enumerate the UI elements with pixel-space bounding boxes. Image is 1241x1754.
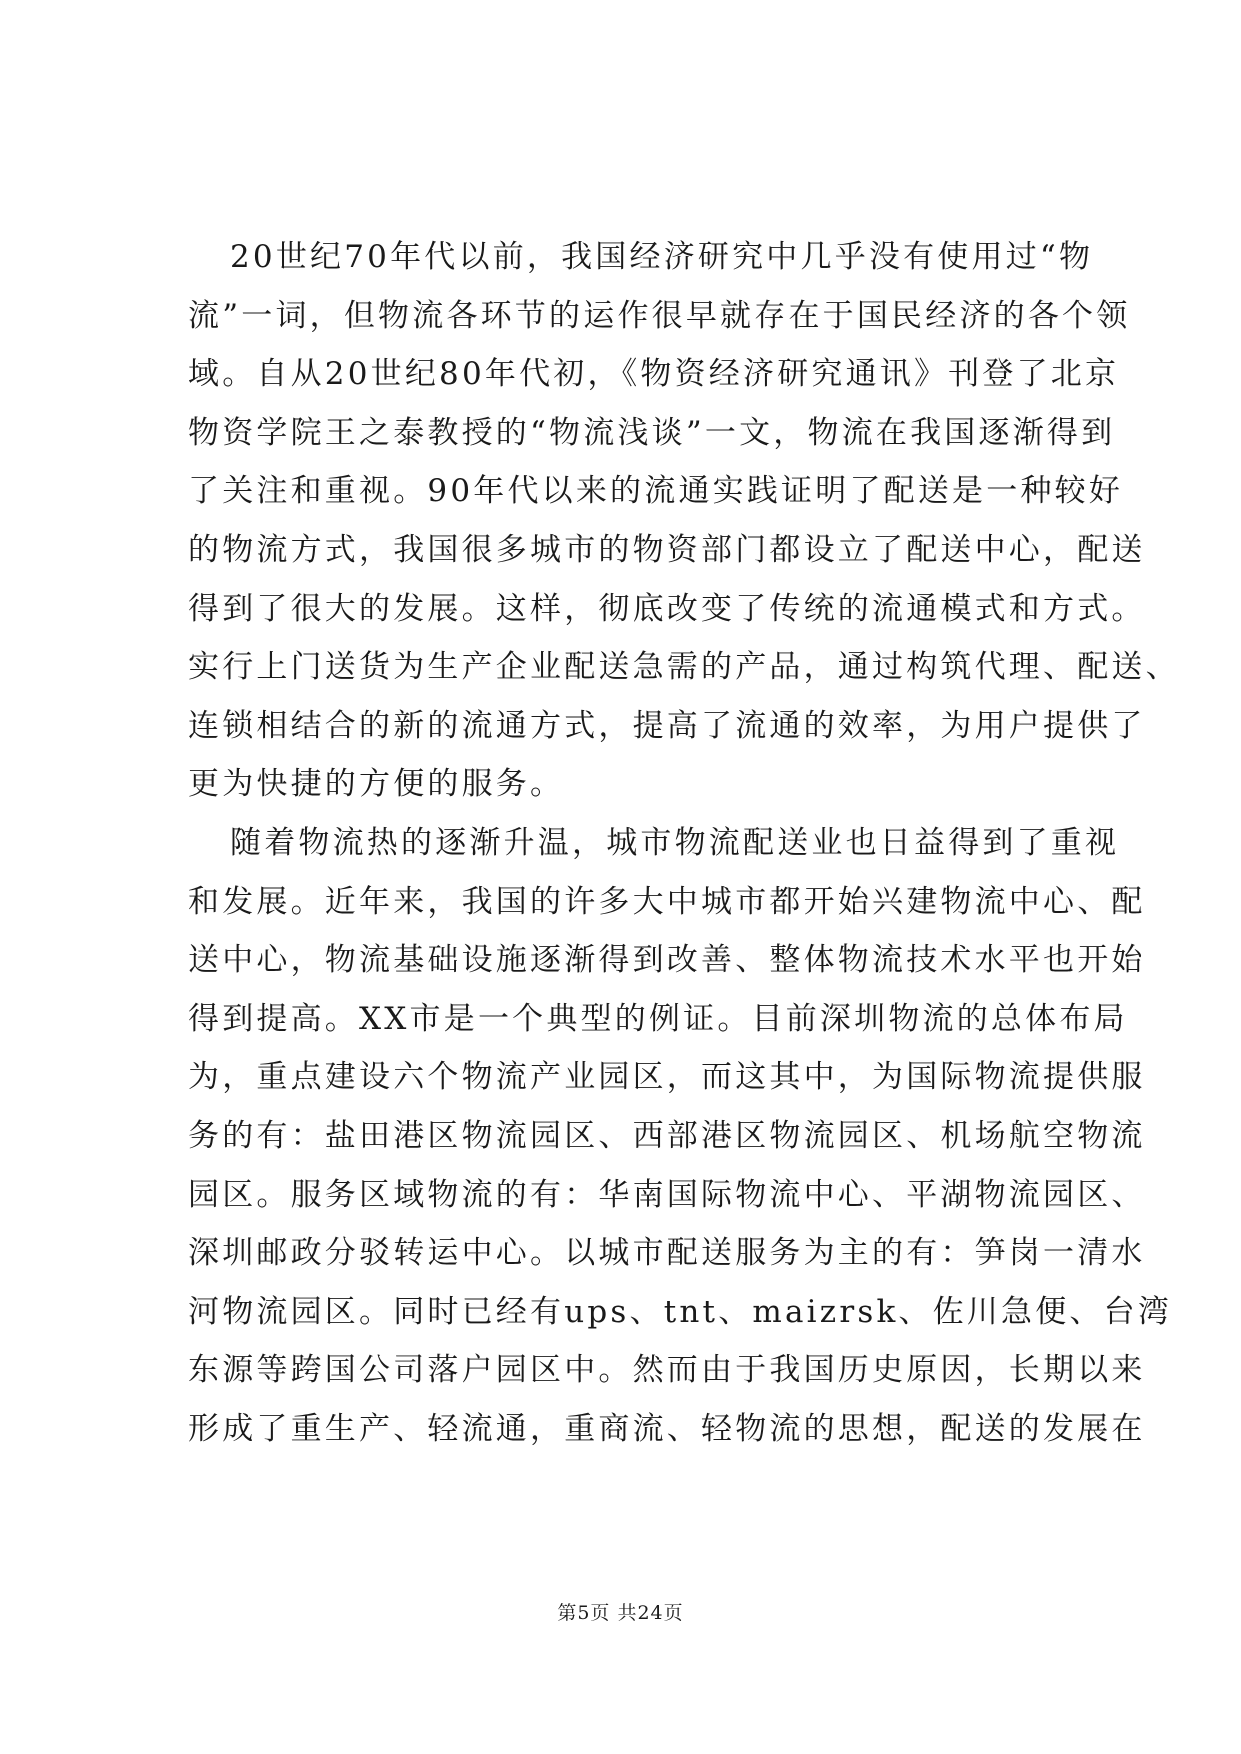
text-line: 和发展。近年来，我国的许多大中城市都开始兴建物流中心、配 [188, 883, 1146, 920]
text-line: 物资学院王之泰教授的“物流浅谈”一文，物流在我国逐渐得到 [188, 414, 1116, 451]
text-line: 得到提高。XX市是一个典型的例证。目前深圳物流的总体布局 [188, 1000, 1128, 1037]
text-line: 务的有：盐田港区物流园区、西部港区物流园区、机场航空物流 [188, 1117, 1146, 1154]
text-line: 连锁相结合的新的流通方式，提高了流通的效率，为用户提供了 [188, 707, 1146, 744]
text-line: 更为快捷的方便的服务。 [188, 766, 565, 803]
text-line: 20世纪70年代以前，我国经济研究中几乎没有使用过“物 [230, 239, 1094, 275]
text-line: 为，重点建设六个物流产业园区，而这其中，为国际物流提供服 [188, 1059, 1146, 1096]
text-line: 随着物流热的逐渐升温，城市物流配送业也日益得到了重视 [230, 824, 1120, 861]
page-number-footer: 第5页 共24页 [557, 1602, 684, 1624]
document-body [188, 228, 1180, 1458]
text-line: 实行上门送货为生产企业配送急需的产品，通过构筑代理、配送、 [188, 649, 1180, 686]
text-line: 河物流园区。同时已经有ups、tnt、maizrsk、佐川急便、台湾 [188, 1293, 1173, 1330]
text-line: 深圳邮政分驳转运中心。以城市配送服务为主的有：笋岗一清水 [188, 1235, 1146, 1272]
paragraph-2 [188, 814, 1173, 1459]
text-line: 得到了很大的发展。这样，彻底改变了传统的流通模式和方式。 [188, 590, 1146, 627]
text-line: 了关注和重视。90年代以来的流通实践证明了配送是一种较好 [188, 473, 1124, 510]
text-line: 形成了重生产、轻流通，重商流、轻物流的思想，配送的发展在 [188, 1410, 1146, 1447]
paragraph-1 [188, 228, 1180, 814]
text-line: 流”一词，但物流各环节的运作很早就存在于国民经济的各个领 [188, 297, 1131, 334]
text-line: 园区。服务区域物流的有：华南国际物流中心、平湖物流园区、 [188, 1176, 1146, 1213]
text-line: 域。自从20世纪80年代初，《物资经济研究通讯》刊登了北京 [188, 356, 1120, 393]
text-line: 送中心，物流基础设施逐渐得到改善、整体物流技术水平也开始 [188, 942, 1146, 979]
text-line: 东源等跨国公司落户园区中。然而由于我国历史原因，长期以来 [188, 1352, 1146, 1389]
text-line: 的物流方式，我国很多城市的物资部门都设立了配送中心，配送 [188, 531, 1146, 568]
